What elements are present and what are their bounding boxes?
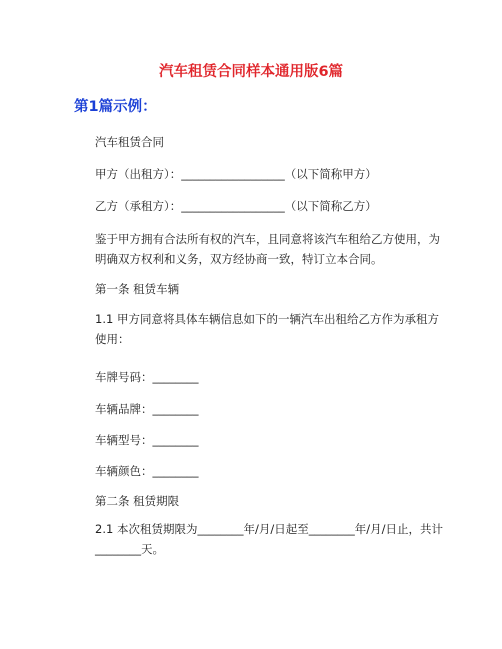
preamble-paragraph [74, 229, 444, 269]
preamble-text: 鉴于甲方拥有合法所有权的汽车，且同意将该汽车租给乙方使用，为明确双方权利和义务，双方经协商一致，特订立本合同。 [95, 232, 440, 266]
party-b-line: 乙方（承租方）：__________________（以下简称乙方） [95, 199, 377, 213]
article-1-heading: 第一条 租赁车辆 [95, 282, 180, 296]
clause-2-1-paragraph [74, 519, 444, 559]
model-line: 车辆型号：________ [95, 433, 199, 447]
party-a-line: 甲方（出租方）：__________________（以下简称甲方） [95, 167, 377, 181]
section-heading: 第1篇示例： [74, 99, 157, 115]
article-2-heading: 第二条 租赁期限 [95, 494, 180, 508]
document-title: 汽车租赁合同样本通用版6篇 [158, 64, 344, 80]
color-line: 车辆颜色：________ [95, 464, 199, 478]
clause-2-1-text: 2.1 本次租赁期限为________年/月/日起至________年/月/日止，共计________天。 [95, 522, 443, 556]
clause-1-1-text: 1.1 甲方同意将具体车辆信息如下的一辆汽车出租给乙方作为承租方使用： [95, 312, 439, 346]
contract-name-line: 汽车租赁合同 [95, 135, 164, 149]
plate-number-line: 车牌号码：________ [95, 370, 199, 384]
brand-line: 车辆品牌：________ [95, 402, 199, 416]
clause-1-1-paragraph [74, 309, 444, 349]
